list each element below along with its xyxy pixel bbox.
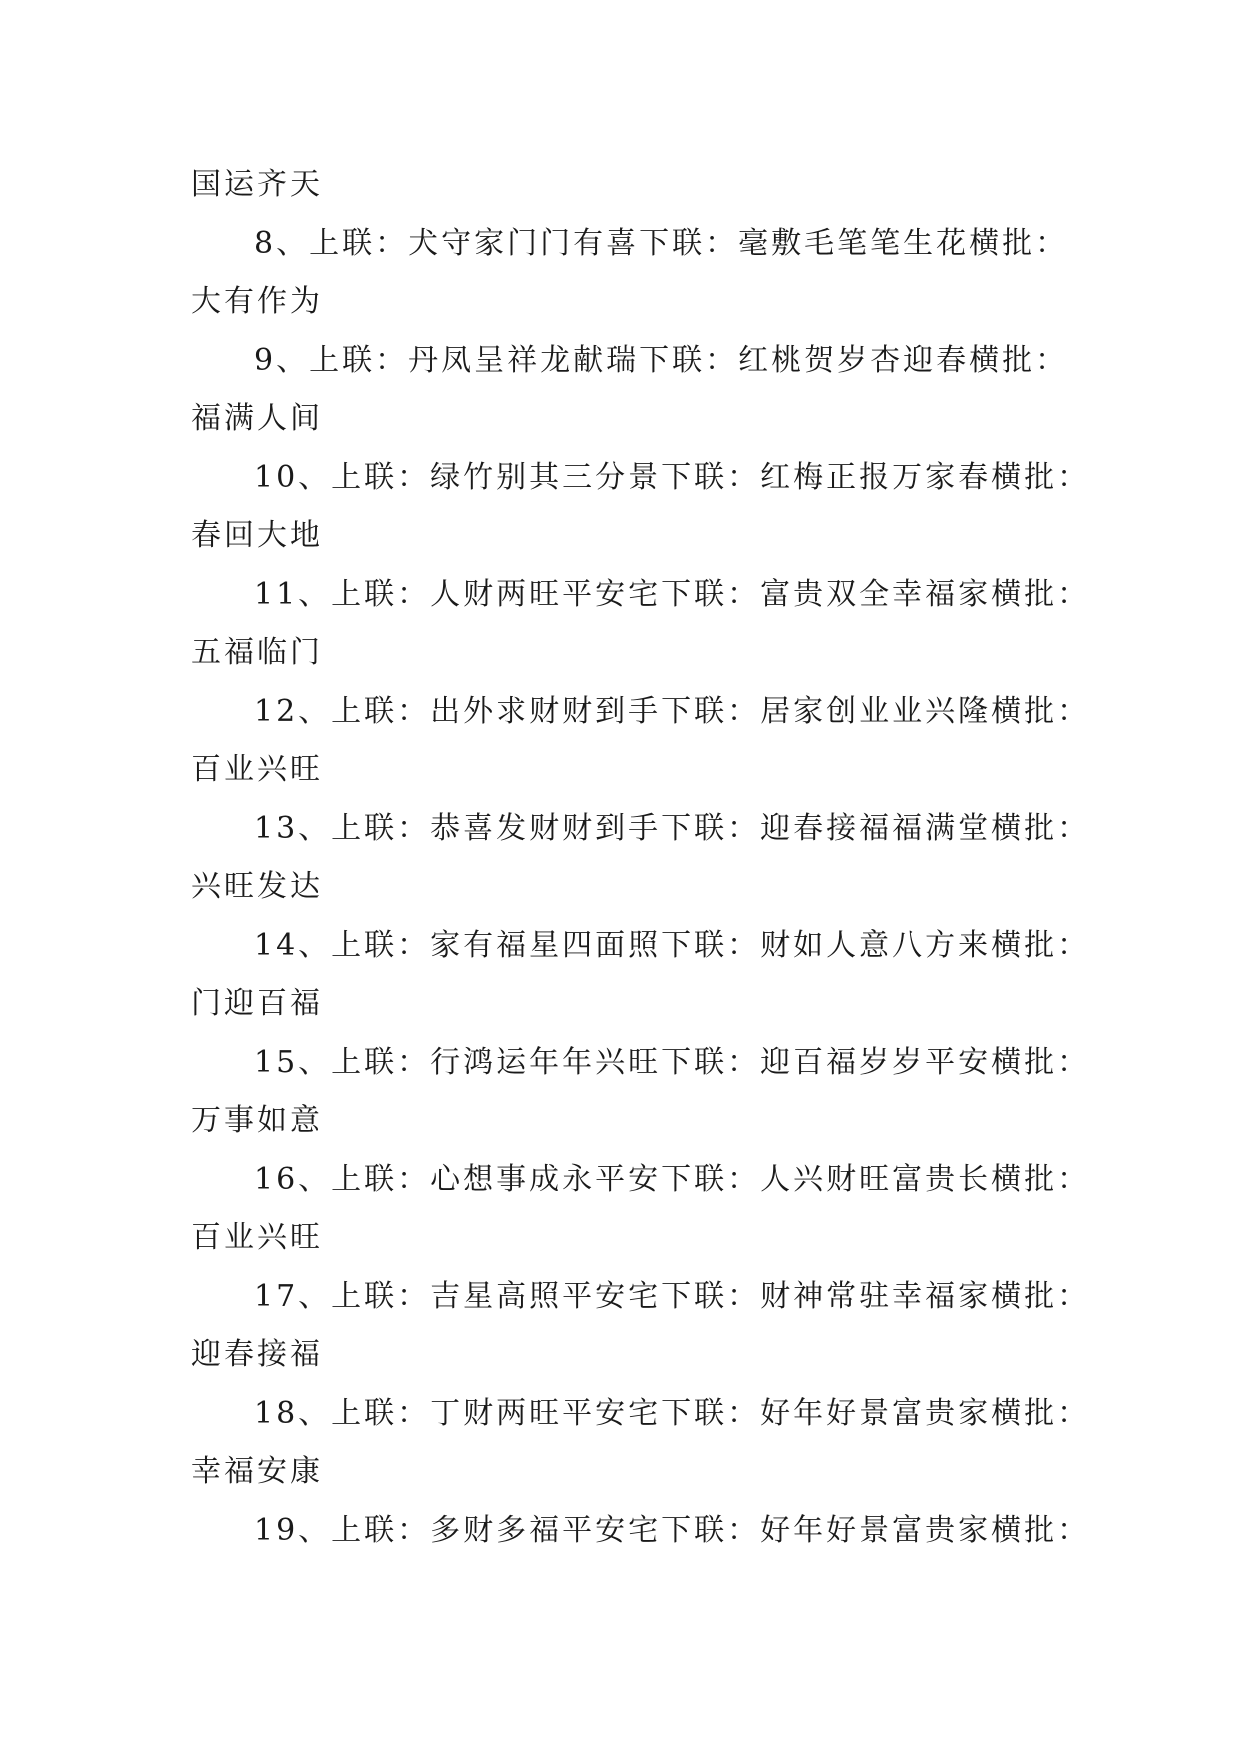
couplet-line: 9、上联：丹凤呈祥龙献瑞下联：红桃贺岁杏迎春横批： (254, 342, 1069, 378)
document-body (191, 156, 1091, 1560)
couplet-line: 10、上联：绿竹别其三分景下联：红梅正报万家春横批： (254, 459, 1091, 495)
couplet-line: 8、上联：犬守家门门有喜下联：毫敷毛笔笔生花横批： (254, 225, 1069, 261)
couplet-line: 15、上联：行鸿运年年兴旺下联：迎百福岁岁平安横批： (254, 1044, 1091, 1080)
couplet-line: 16、上联：心想事成永平安下联：人兴财旺富贵长横批： (254, 1161, 1091, 1197)
couplet-line: 12、上联：出外求财财到手下联：居家创业业兴隆横批： (254, 693, 1091, 729)
text-line: 五福临门 (191, 635, 323, 670)
couplet-line: 19、上联：多财多福平安宅下联：好年好景富贵家横批： (254, 1512, 1091, 1548)
couplet-line: 13、上联：恭喜发财财到手下联：迎春接福福满堂横批： (254, 810, 1091, 846)
text-line: 门迎百福 (191, 986, 323, 1021)
couplet-line: 14、上联：家有福星四面照下联：财如人意八方来横批： (254, 927, 1091, 963)
text-line: 万事如意 (191, 1103, 323, 1138)
text-line: 迎春接福 (191, 1337, 323, 1372)
text-line: 大有作为 (191, 284, 323, 319)
text-line: 福满人间 (191, 401, 323, 436)
text-line: 百业兴旺 (191, 752, 323, 787)
text-line: 幸福安康 (191, 1454, 323, 1489)
couplet-line: 11、上联：人财两旺平安宅下联：富贵双全幸福家横批： (254, 576, 1091, 612)
couplet-line: 17、上联：吉星高照平安宅下联：财神常驻幸福家横批： (254, 1278, 1091, 1314)
couplet-line: 18、上联：丁财两旺平安宅下联：好年好景富贵家横批： (254, 1395, 1091, 1431)
text-line: 百业兴旺 (191, 1220, 323, 1255)
text-line: 国运齐天 (191, 167, 323, 202)
text-line: 春回大地 (191, 518, 323, 553)
text-line: 兴旺发达 (191, 869, 323, 904)
